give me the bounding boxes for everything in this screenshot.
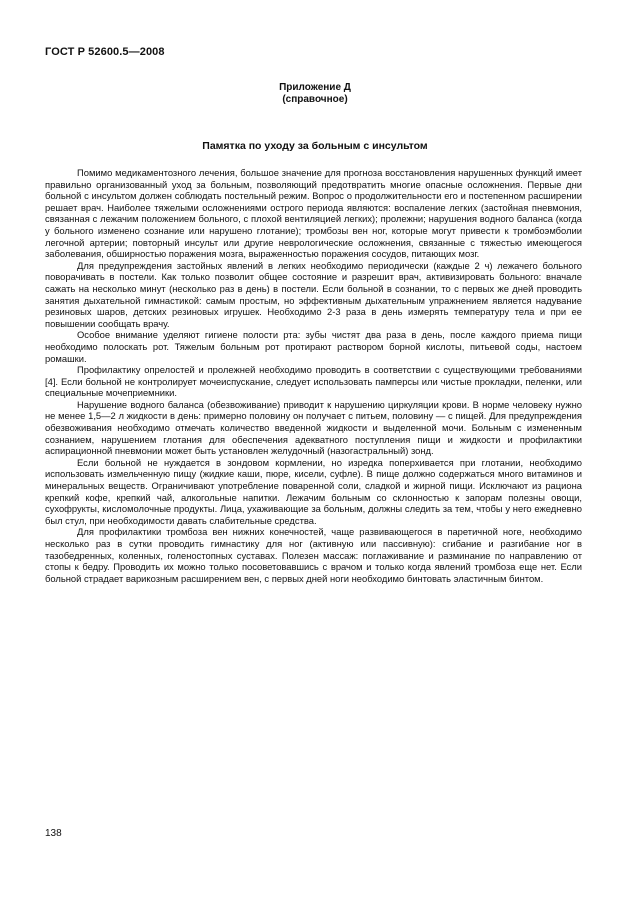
- appendix-heading: [0, 82, 630, 106]
- paragraph: Особое внимание уделяют гигиене полости рта: зубы чистят два раза в день, после каждого приема пищи необходимо полоскать рот. Тяжелым больным рот протирают раствором борной кислоты, питьевой соды, настоем ромашки.: [45, 329, 582, 364]
- paragraph: Для профилактики тромбоза вен нижних конечностей, чаще развивающегося в паретичной ноге, необходимо несколько раз в сутки проводить гимнастику для ног (активную или пассивную): сгибание и разгибание ног в тазобедренных, коленных, голеностопных суставах. Полезен массаж: поглаживание и разминание по направлению от стопы к бедру. Проводить их можно только посоветовавшись с врачом и только когда явлений тромбоза еще нет. Если больной страдает варикозным расширением вен, с первых дней ноги необходимо бинтовать эластичным бинтом.: [45, 526, 582, 584]
- paragraph: Для предупреждения застойных явлений в легких необходимо периодически (каждые 2 ч) лежачего больного поворачивать в постели. Как только позволит общее состояние и разрешит врач, активизировать больного: вначале сажать на несколько минут (несколько раз в день) в постели. Если больной в сознании, то с первых же дней проводить занятия дыхательной гимнастикой: самым простым, но эффективным дыхательным упражнением является надувание резиновых шаров, детских резиновых игрушек. Необходимо 2-3 раза в день измерять температуру тела и при ее повышении сообщать врачу.: [45, 259, 582, 329]
- page-number: 138: [45, 828, 62, 839]
- appendix-subtitle: (справочное): [282, 94, 348, 105]
- paragraph: Профилактику опрелостей и пролежней необходимо проводить в соответствии с существующими требованиями [4]. Если больной не контролирует мочеиспускание, следует использовать памперсы или чистые прокладки, пеленки, или специальные мочеприемники.: [45, 364, 582, 399]
- document-body: [45, 167, 582, 584]
- document-code: ГОСТ Р 52600.5—2008: [45, 46, 165, 58]
- paragraph: Помимо медикаментозного лечения, большое значение для прогноза восстановления нарушенных функций имеет правильно организованный уход за больным, позволяющий предотвратить многие опасные осложнения. Первые дни больной с инсультом должен соблюдать постельный режим. Вопрос о продолжительности его и постепенном расширении решает врач. Наиболее тяжелыми осложнениями острого периода являются: воспаление легких (застойная пневмония, связанная с лежачим положением больного, с плохой вентиляцией легких); пролежни; нарушения водного баланса (когда у больного изменено сознание или нарушено глотание); тромбозы вен ног, которые могут привести к тромбоэмболии легочной артерии; повторный инсульт или другие неврологические осложнения, связанные с тяжестью имеющегося заболевания, обширностью поражения мозга, выраженностью поражения сосудов, питающих мозг.: [45, 167, 582, 260]
- paragraph: Нарушение водного баланса (обезвоживание) приводит к нарушению циркуляции крови. В норме человеку нужно не менее 1,5—2 л жидкости в день: примерно половину он получает с питьем, половину — с пищей. Для предупреждения обезвоживания необходимо отмечать количество введенной жидкости и выделенной мочи. Больным с измененным сознанием, нарушением глотания для обеспечения адекватного поступления пищи и жидкости и профилактики аспирационной пневмонии может быть установлен желудочный (назогастральный) зонд.: [45, 398, 582, 457]
- document-title: Памятка по уходу за больным с инсультом: [202, 140, 428, 152]
- paragraph: Если больной не нуждается в зондовом кормлении, но изредка поперхивается при глотании, необходимо использовать измельченную пищу (жидкие каши, пюре, кисели, суфле). В пище должно содержаться много витаминов и минеральных веществ. Ограничивают употребление поваренной соли, сладкой и жирной пищи. Исключают из рациона крепкий кофе, крепкий чай, алкогольные напитки. Лежачим больным со склонностью к запорам полезны овощи, сухофрукты, кисломолочные продукты. Лица, ухаживающие за больным, должны следить за тем, чтобы у него ежедневно был стул, при необходимости давать слабительные средства.: [45, 456, 582, 526]
- appendix-title: Приложение Д: [279, 82, 351, 93]
